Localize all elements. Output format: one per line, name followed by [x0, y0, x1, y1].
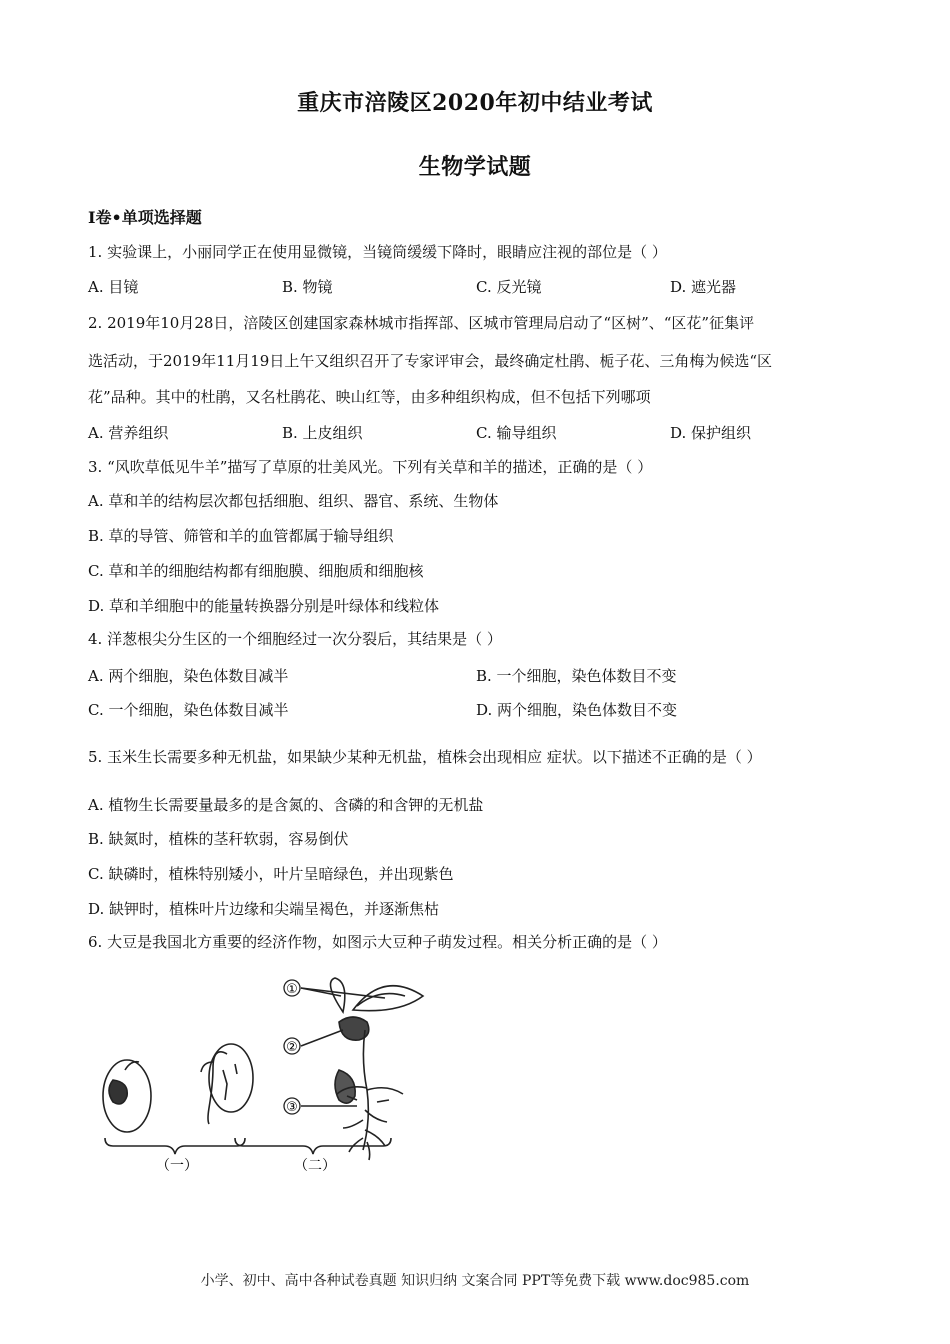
- question-2-option-c: C. 输导组织: [476, 424, 557, 442]
- question-3-option-d: D. 草和羊细胞中的能量转换器分别是叶绿体和线粒体: [88, 597, 440, 615]
- question-5-option-a: A. 植物生长需要量最多的是含氮的、含磷的和含钾的无机盐: [88, 796, 484, 814]
- question-6-stem: 6. 大豆是我国北方重要的经济作物，如图示大豆种子萌发过程。相关分析正确的是（ ）: [88, 933, 667, 951]
- question-3-option-b: B. 草的导管、筛管和羊的血管都属于输导组织: [88, 527, 394, 545]
- question-4-stem: 4. 洋葱根尖分生区的一个细胞经过一次分裂后，其结果是（ ）: [88, 630, 502, 648]
- question-2-option-a: A. 营养组织: [88, 424, 169, 442]
- page-title: 重庆市涪陵区2020年初中结业考试: [297, 90, 653, 116]
- question-2-option-b: B. 上皮组织: [282, 424, 363, 442]
- figure-label-1: ①: [286, 982, 298, 997]
- question-5-stem: 5. 玉米生长需要多种无机盐，如果缺少某种无机盐，植株会出现相应 症状。以下描述不正确的是（ ）: [88, 748, 762, 766]
- seed-germination-figure: [95, 970, 455, 1180]
- question-1-option-c: C. 反光镜: [476, 278, 542, 296]
- page-footer: 小学、初中、高中各种试卷真题 知识归纳 文案合同 PPT等免费下载 www.doc985.com: [200, 1273, 750, 1289]
- seedling-leaf-right: [353, 986, 423, 1011]
- question-1-option-b: B. 物镜: [282, 278, 333, 296]
- question-3-stem: 3. “风吹草低见牛羊”描写了草原的壮美风光。下列有关草和羊的描述，正确的是（ ）: [88, 458, 653, 476]
- brace-stage-one: [105, 1138, 245, 1154]
- page-subtitle: 生物学试题: [418, 154, 532, 180]
- question-1-option-a: A. 目镜: [88, 278, 139, 296]
- question-3-option-a: A. 草和羊的结构层次都包括细胞、组织、器官、系统、生物体: [88, 492, 499, 510]
- question-5-option-c: C. 缺磷时，植株特别矮小，叶片呈暗绿色，并出现紫色: [88, 865, 454, 883]
- figure-label-3: ③: [286, 1100, 298, 1115]
- question-4-option-d: D. 两个细胞，染色体数目不变: [476, 701, 678, 719]
- section-heading: Ⅰ卷•单项选择题: [88, 208, 202, 227]
- question-2-stem-line-2: 选活动，于2019年11月19日上午又组织召开了专家评审会，最终确定杜鹃、栀子花、三角梅为候选“区: [88, 352, 773, 370]
- question-2-stem-line-1: 2. 2019年10月28日，涪陵区创建国家森林城市指挥部、区城市管理局启动了“区树”、“区花”征集评: [88, 314, 755, 332]
- question-1-option-d: D. 遮光器: [670, 278, 737, 296]
- question-2-option-d: D. 保护组织: [670, 424, 752, 442]
- stage-label-two: （二）: [294, 1158, 336, 1174]
- question-4-option-b: B. 一个细胞，染色体数目不变: [476, 667, 677, 685]
- stage-label-one: （一）: [156, 1158, 198, 1174]
- question-4-option-a: A. 两个细胞，染色体数目减半: [88, 667, 289, 685]
- question-5-option-b: B. 缺氮时，植株的茎秆软弱，容易倒伏: [88, 830, 349, 848]
- question-4-option-c: C. 一个细胞，染色体数目减半: [88, 701, 289, 719]
- question-3-option-c: C. 草和羊的细胞结构都有细胞膜、细胞质和细胞核: [88, 562, 424, 580]
- brace-stage-two: [235, 1138, 391, 1154]
- question-2-stem-line-3: 花”品种。其中的杜鹃，又名杜鹃花、映山红等，由多种组织构成，但不包括下列哪项: [88, 388, 651, 406]
- question-1-stem: 1. 实验课上，小丽同学正在使用显微镜，当镜筒缓缓下降时，眼睛应注视的部位是（ ）: [88, 243, 667, 261]
- question-5-option-d: D. 缺钾时，植株叶片边缘和尖端呈褐色，并逐渐焦枯: [88, 900, 440, 918]
- figure-label-2: ②: [286, 1040, 298, 1055]
